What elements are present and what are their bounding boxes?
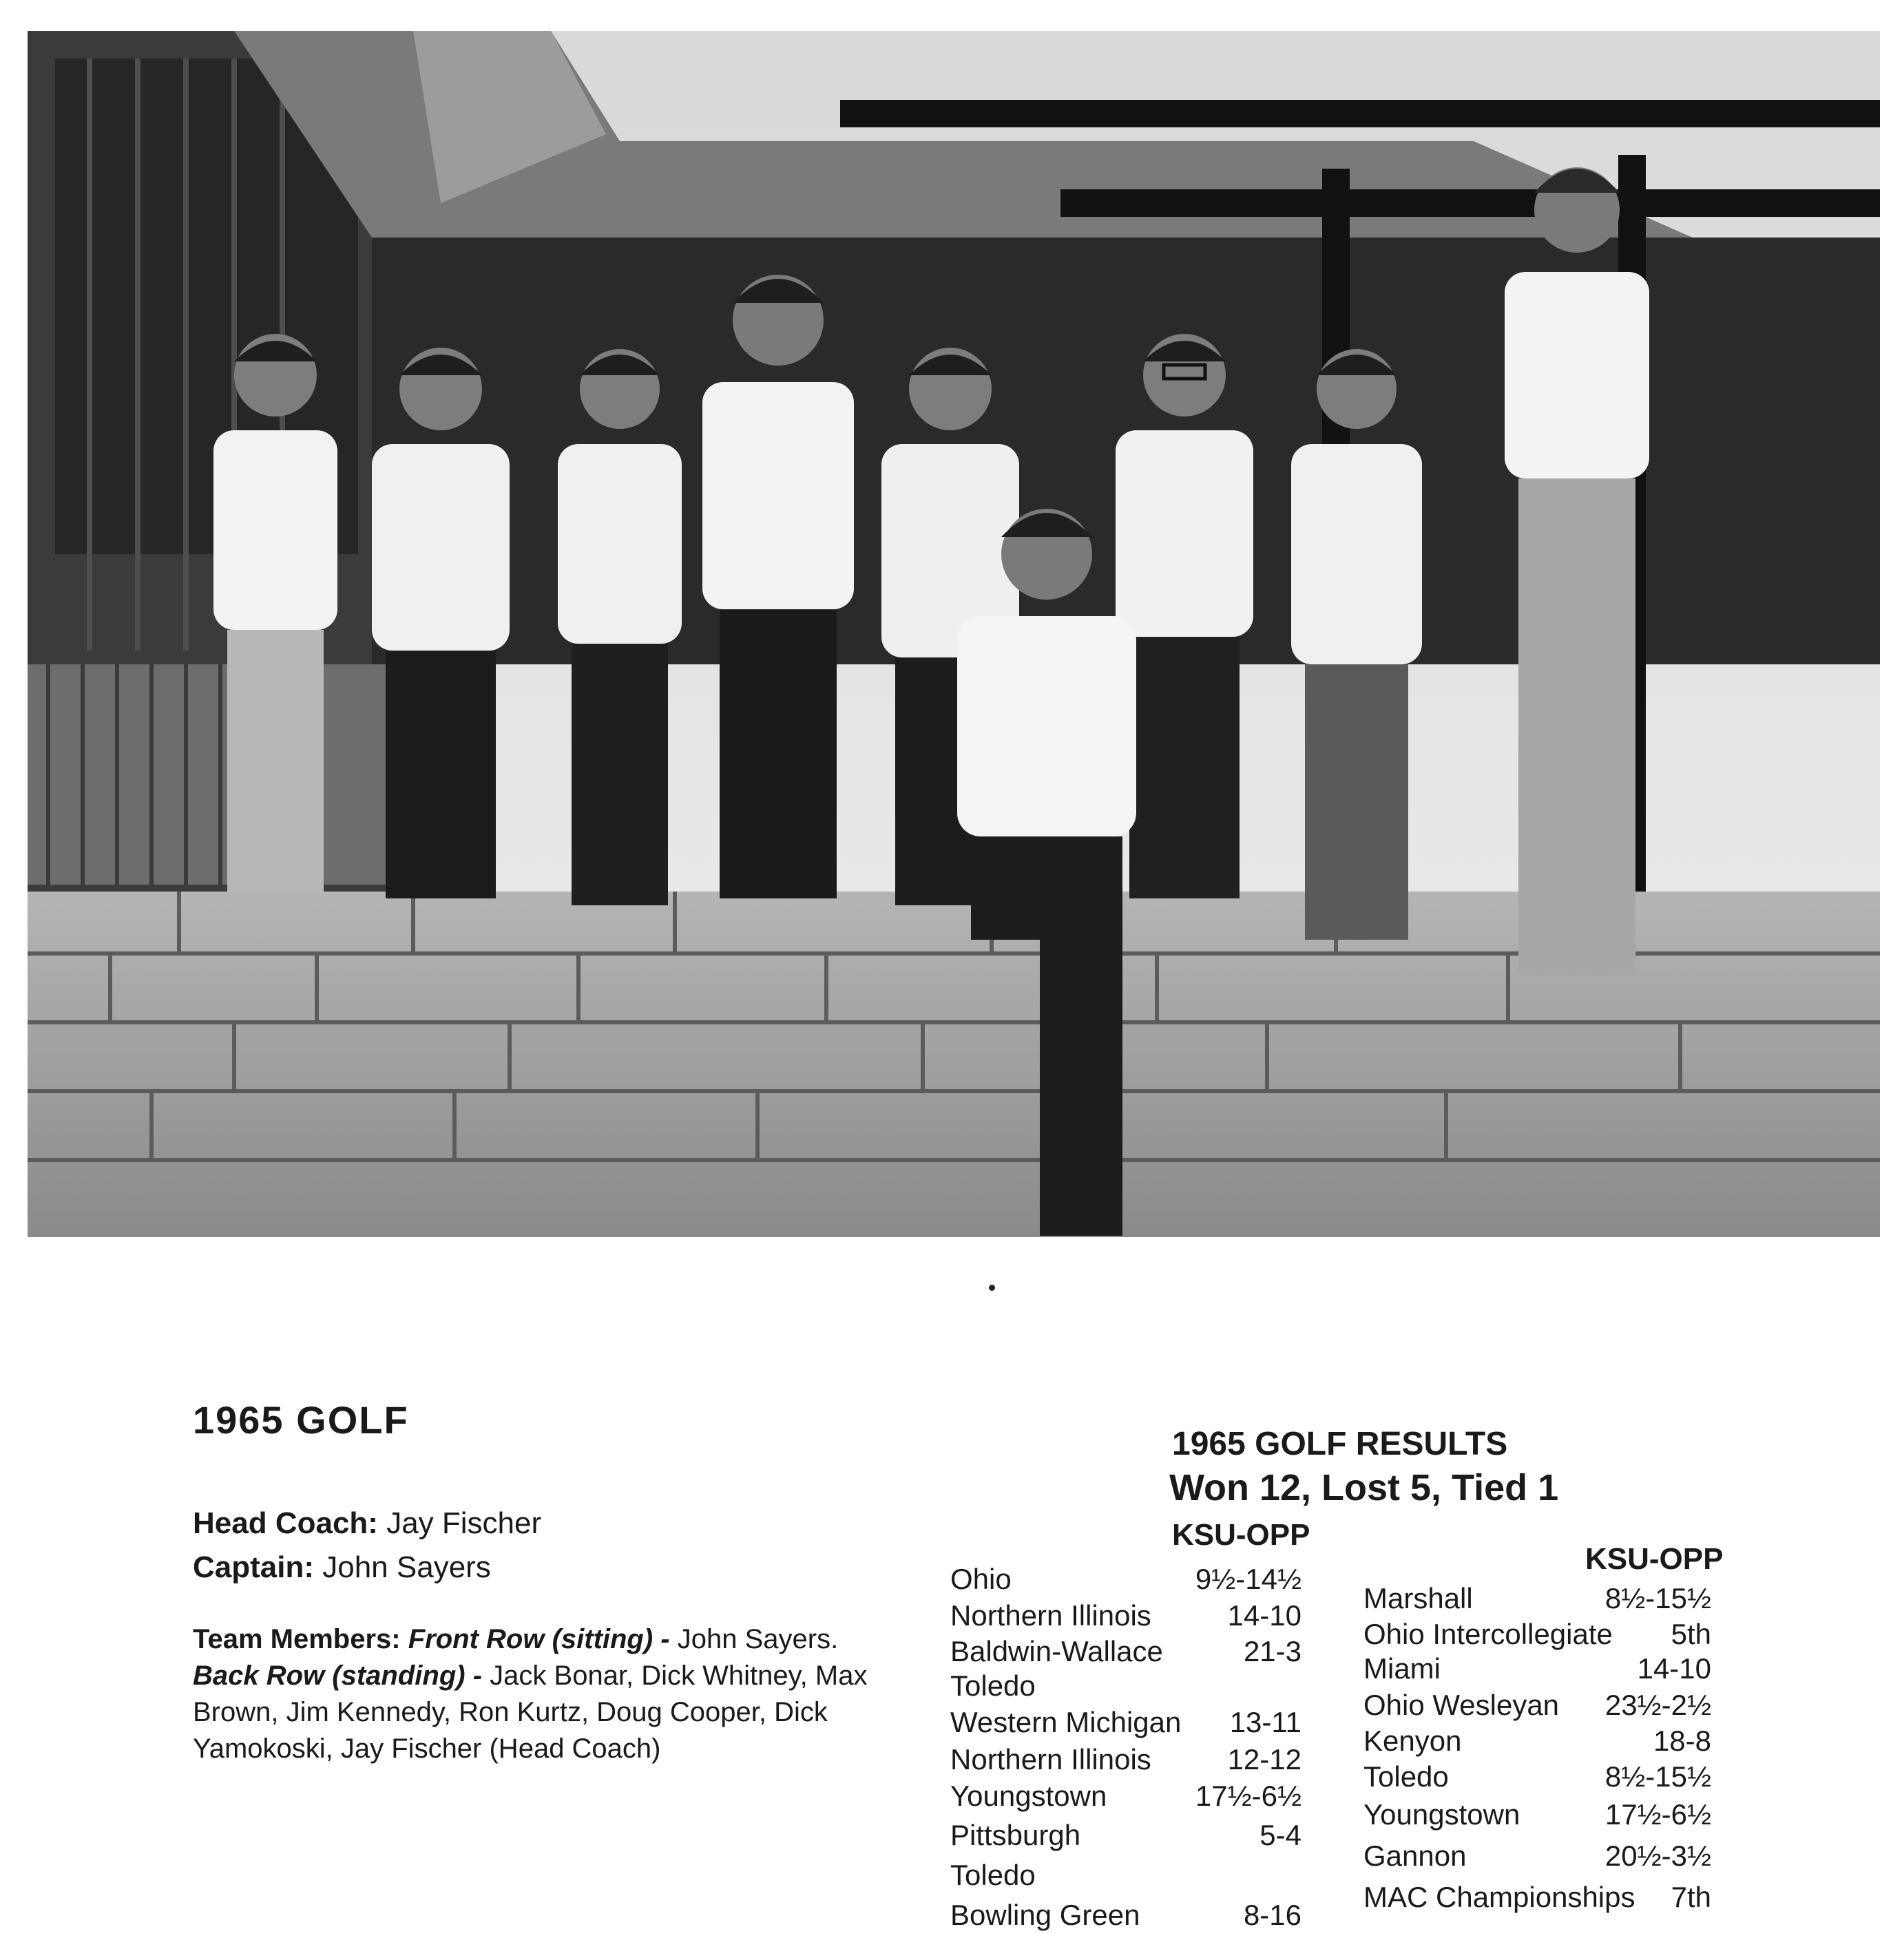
- team-photograph: [28, 31, 1880, 1237]
- team-members-label: Team Members:: [193, 1624, 401, 1654]
- match-score: 14-10: [1637, 1652, 1711, 1685]
- opponent-name: Miami: [1363, 1652, 1441, 1685]
- opponent-name: Pittsburgh: [950, 1819, 1081, 1851]
- opponent-name: Youngstown: [1363, 1798, 1520, 1831]
- back-row-label: Back Row (standing) -: [193, 1661, 483, 1691]
- match-score: 8½-15½: [1604, 1582, 1711, 1614]
- match-score: 5th: [1671, 1618, 1711, 1650]
- opponent-name: Bowling Green: [950, 1899, 1140, 1931]
- right-column-header: KSU-OPP: [1585, 1542, 1724, 1576]
- opponent-name: Northern Illinois: [950, 1743, 1151, 1775]
- match-score: 13-11: [1229, 1706, 1301, 1738]
- head-coach-label: Head Coach:: [193, 1506, 378, 1540]
- opponent-name: MAC Championships: [1363, 1881, 1635, 1913]
- match-score: 12-12: [1227, 1743, 1301, 1775]
- captain-name: John Sayers: [322, 1550, 491, 1584]
- opponent-name: Gannon: [1363, 1840, 1467, 1872]
- results-title: 1965 GOLF RESULTS: [1172, 1426, 1508, 1462]
- head-coach-line: [193, 1506, 541, 1541]
- match-score: 17½-6½: [1195, 1780, 1301, 1812]
- captain-label: Captain:: [193, 1550, 314, 1584]
- match-score: 23½-2½: [1604, 1689, 1711, 1721]
- match-score: 20½-3½: [1604, 1840, 1711, 1872]
- section-title: 1965 GOLF: [193, 1398, 409, 1442]
- opponent-name: Youngstown: [950, 1780, 1107, 1812]
- opponent-name: Toledo: [950, 1859, 1036, 1891]
- head-coach-name: Jay Fischer: [386, 1506, 542, 1540]
- match-score: 18-8: [1653, 1725, 1711, 1757]
- season-record: Won 12, Lost 5, Tied 1: [1169, 1467, 1559, 1508]
- print-speck: [989, 1285, 995, 1291]
- match-score: 17½-6½: [1604, 1798, 1711, 1831]
- opponent-name: Northern Illinois: [950, 1599, 1151, 1632]
- front-row-names: John Sayers.: [677, 1624, 839, 1654]
- captain-line: [193, 1550, 491, 1585]
- opponent-name: Kenyon: [1363, 1725, 1462, 1757]
- opponent-name: Western Michigan: [950, 1706, 1182, 1738]
- opponent-name: Toledo: [1363, 1760, 1449, 1793]
- match-score: 9½-14½: [1195, 1563, 1301, 1595]
- opponent-name: Marshall: [1363, 1582, 1473, 1614]
- match-score: 21-3: [1243, 1635, 1301, 1667]
- match-score: 7th: [1671, 1881, 1711, 1913]
- opponent-name: Baldwin-Wallace: [950, 1635, 1163, 1667]
- opponent-name: Ohio Wesleyan: [1363, 1689, 1560, 1721]
- front-row-label: Front Row (sitting) -: [408, 1624, 670, 1654]
- left-column-header: KSU-OPP: [1172, 1518, 1310, 1552]
- opponent-name: Ohio Intercollegiate: [1363, 1618, 1613, 1650]
- match-score: 5-4: [1259, 1819, 1301, 1851]
- match-score: 8-16: [1243, 1899, 1301, 1931]
- team-members-caption: [193, 1621, 909, 1767]
- match-score: 8½-15½: [1604, 1760, 1711, 1793]
- opponent-name: Ohio: [950, 1563, 1012, 1595]
- opponent-name: Toledo: [950, 1669, 1036, 1702]
- match-score: 14-10: [1227, 1599, 1301, 1632]
- back-row-names: Jack Bonar, Dick Whitney, Max Brown, Jim Kennedy, Ron Kurtz, Doug Cooper, Dick Yamokoski, Jay Fischer (Head Coach): [193, 1661, 868, 1764]
